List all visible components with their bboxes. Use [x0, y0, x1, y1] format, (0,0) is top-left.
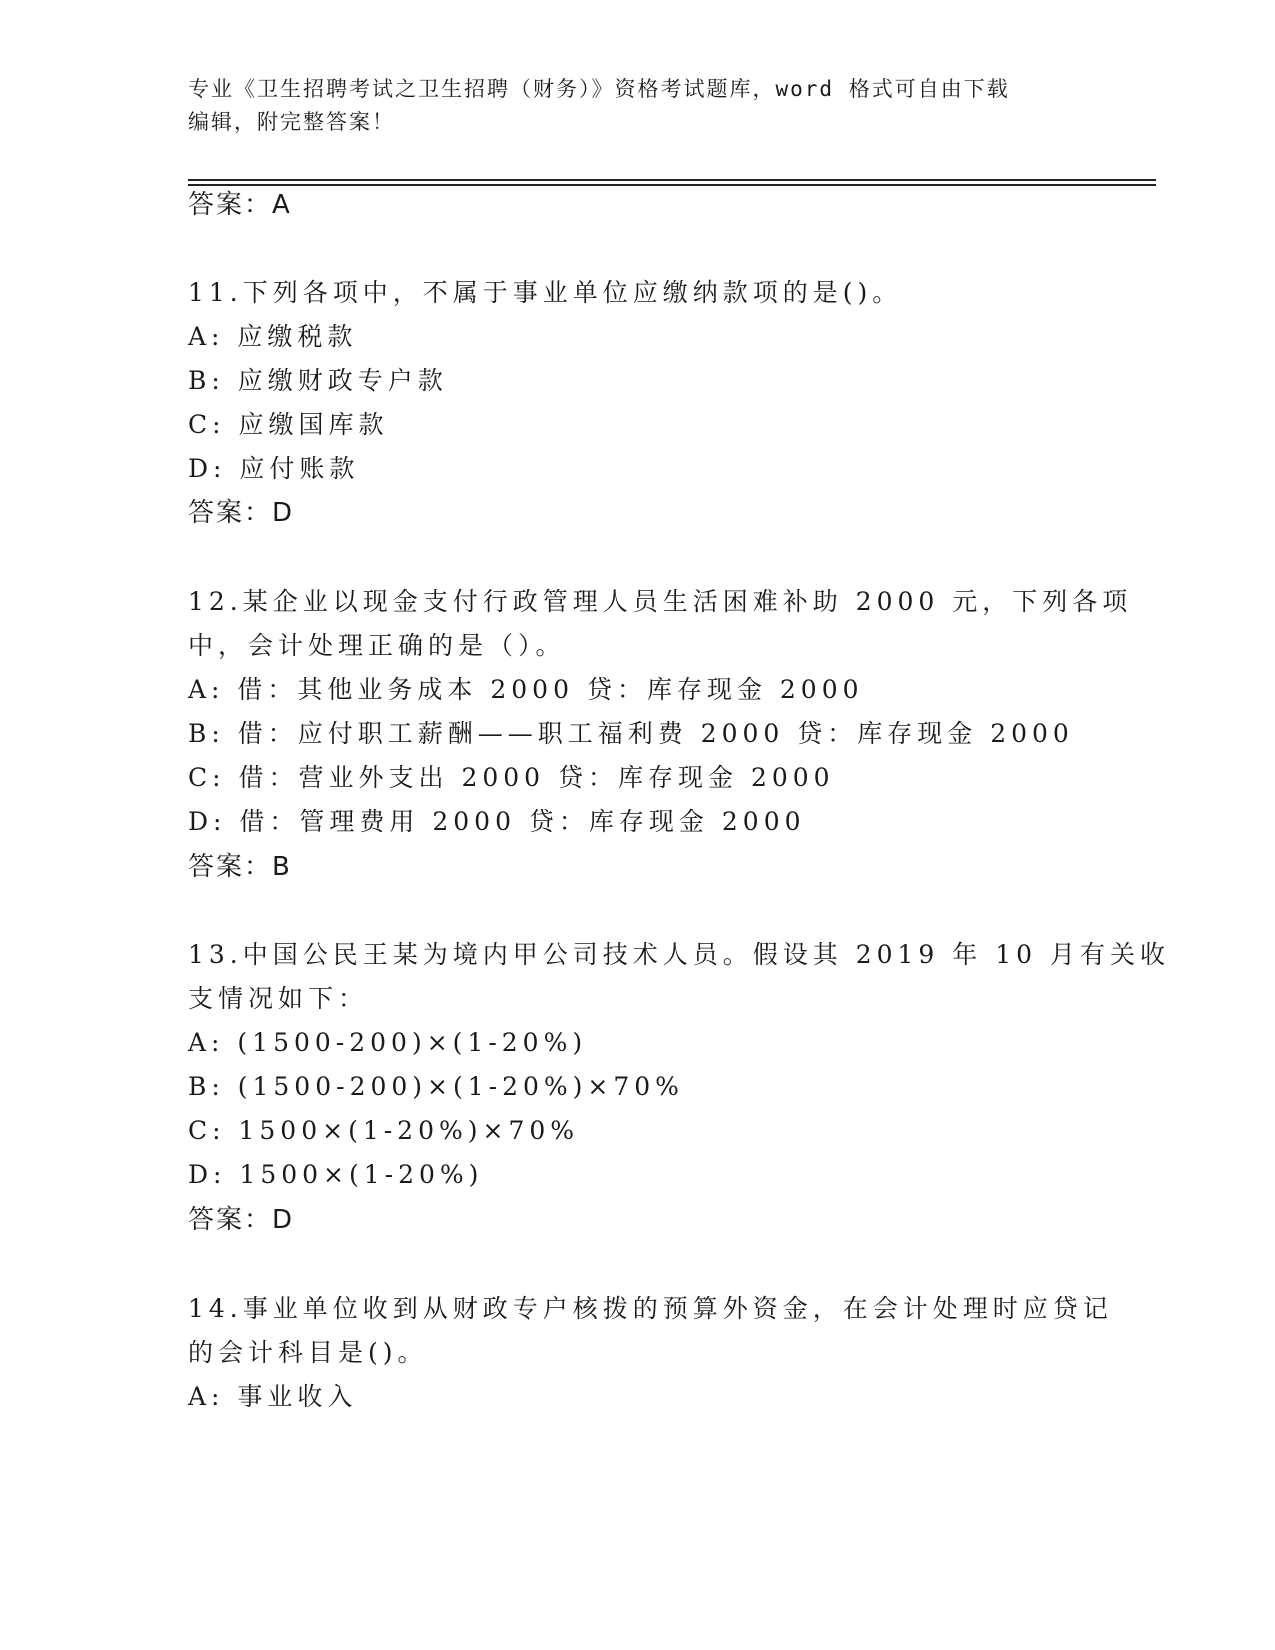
question-14-stem-2: 的会计科目是()。 [188, 1338, 428, 1367]
question-13-option-d: D: 1500×(1-20%) [188, 1160, 484, 1189]
question-11-option-b: B: 应缴财政专户款 [188, 366, 448, 395]
question-12-answer: 答案：B [188, 852, 292, 882]
question-11-option-c: C: 应缴国库款 [188, 410, 389, 439]
question-12-stem-2: 中，会计处理正确的是（）。 [188, 631, 566, 660]
question-13-answer: 答案：D [188, 1205, 295, 1235]
header-line-1: 专业《卫生招聘考试之卫生招聘（财务）》资格考试题库，word 格式可自由下载 [188, 77, 1010, 101]
question-14-option-a: A: 事业收入 [188, 1382, 358, 1411]
header-divider-second [188, 184, 1156, 186]
question-12-option-a: A: 借：其他业务成本 2000 贷：库存现金 2000 [188, 675, 864, 704]
question-13-option-b: B: (1500-200)×(1-20%)×70% [188, 1072, 684, 1101]
question-12-option-d: D: 借：管理费用 2000 贷：库存现金 2000 [188, 807, 806, 836]
question-11-answer: 答案：D [188, 498, 295, 528]
question-13-option-c: C: 1500×(1-20%)×70% [188, 1116, 580, 1145]
question-11-option-d: D: 应付账款 [188, 454, 360, 483]
header-line-2: 编辑，附完整答案！ [188, 110, 395, 134]
answer-prev: 答案：A [188, 190, 292, 220]
question-12-option-b: B: 借：应付职工薪酬——职工福利费 2000 贷：库存现金 2000 [188, 719, 1074, 748]
document-header [188, 73, 1088, 139]
question-13-option-a: A: (1500-200)×(1-20%) [188, 1028, 588, 1057]
question-12-stem-1: 12.某企业以现金支付行政管理人员生活困难补助 2000 元，下列各项 [188, 587, 1133, 616]
question-12-option-c: C: 借：营业外支出 2000 贷：库存现金 2000 [188, 763, 835, 792]
question-11-stem: 11.下列各项中，不属于事业单位应缴纳款项的是()。 [188, 278, 903, 307]
question-11-option-a: A: 应缴税款 [188, 322, 358, 351]
header-divider [188, 179, 1156, 181]
question-13-stem-1: 13.中国公民王某为境内甲公司技术人员。假设其 2019 年 10 月有关收 [188, 940, 1170, 969]
question-14-stem-1: 14.事业单位收到从财政专户核拨的预算外资金，在会计处理时应贷记 [188, 1294, 1113, 1323]
question-13-stem-2: 支情况如下： [188, 984, 369, 1013]
